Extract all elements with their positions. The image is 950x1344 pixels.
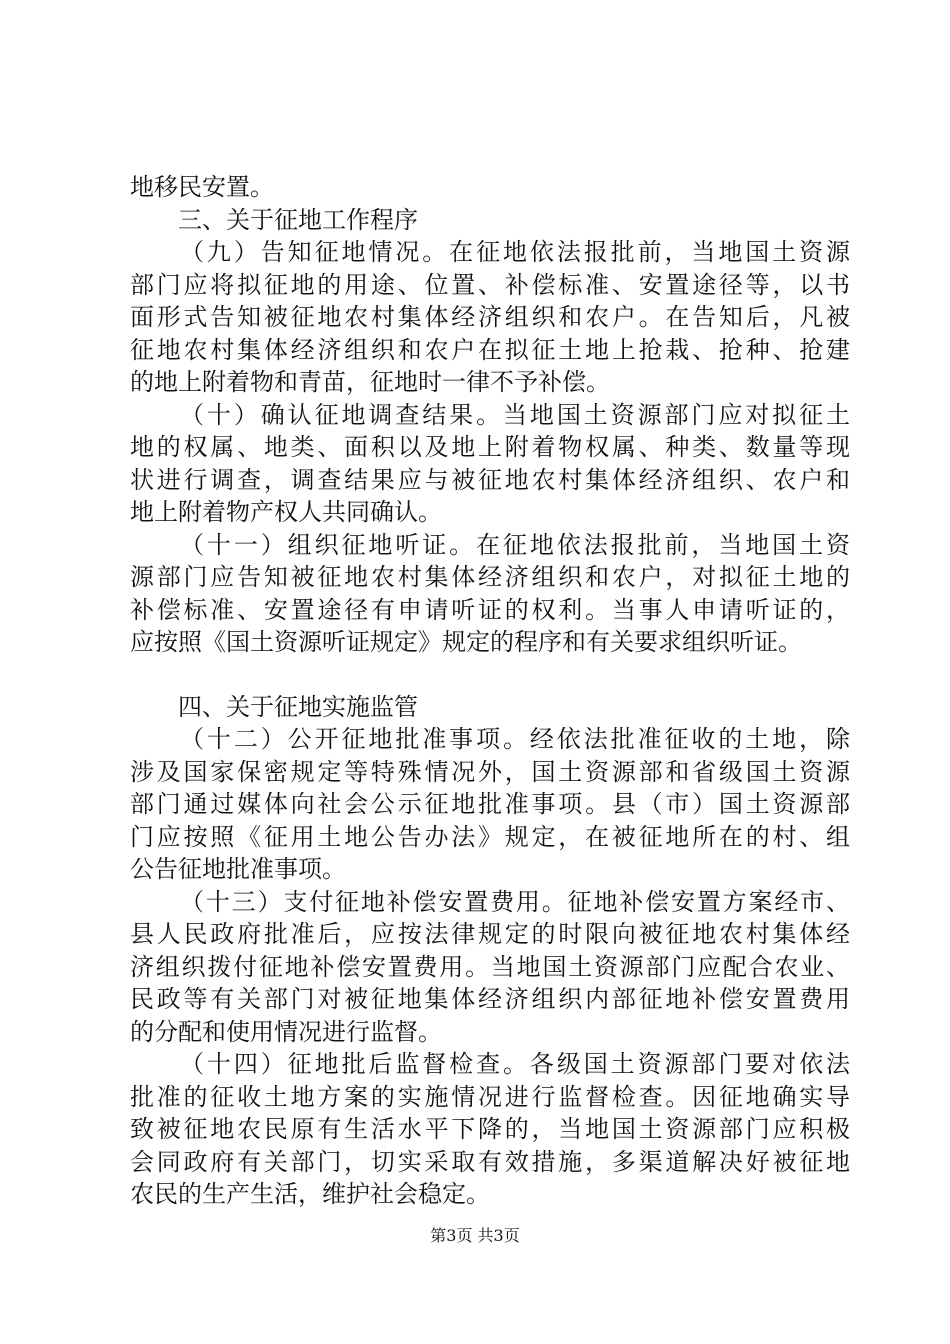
text-line: 济组织拨付征地补偿安置费用。当地国土资源部门应配合农业、 (130, 952, 850, 981)
text-line: （九）告知征地情况。在征地依法报批前，当地国土资源 (180, 238, 850, 266)
text-line: 会同政府有关部门，切实采取有效措施，多渠道解决好被征地 (130, 1147, 850, 1176)
text-line: 征地农村集体经济组织和农户在拟征土地上抢栽、抢种、抢建 (130, 335, 850, 364)
page-footer: 第3页 共3页 (430, 1226, 520, 1245)
text-line: 民政等有关部门对被征地集体经济组织内部征地补偿安置费用 (130, 985, 850, 1013)
text-line: 致被征地农民原有生活水平下降的，当地国土资源部门应积极 (130, 1115, 850, 1143)
text-line: 涉及国家保密规定等特殊情况外，国土资源部和省级国土资源 (130, 757, 850, 786)
text-line: 应按照《国土资源听证规定》规定的程序和有关要求组织听证。 (130, 628, 802, 656)
section-heading: 三、关于征地工作程序 (178, 205, 418, 234)
text-line: 源部门应告知被征地农村集体经济组织和农户，对拟征土地的 (130, 563, 850, 591)
text-line: （十四）征地批后监督检查。各级国土资源部门要对依法 (180, 1050, 850, 1078)
text-line: 的分配和使用情况进行监督。 (130, 1017, 442, 1046)
text-line: 补偿标准、安置途径有申请听证的权利。当事人申请听证的， (130, 595, 850, 624)
text-line: 地移民安置。 (130, 173, 274, 201)
text-line: 农民的生产生活，维护社会稳定。 (130, 1180, 490, 1208)
text-line: （十）确认征地调查结果。当地国土资源部门应对拟征土 (180, 400, 850, 429)
text-line: 部门通过媒体向社会公示征地批准事项。县（市）国土资源部 (130, 790, 850, 818)
section-heading: 四、关于征地实施监管 (178, 692, 418, 721)
text-line: （十二）公开征地批准事项。经依法批准征收的土地，除 (180, 725, 850, 753)
text-line: 县人民政府批准后，应按法律规定的时限向被征地农村集体经 (130, 920, 850, 948)
text-line: 地的权属、地类、面积以及地上附着物权属、种类、数量等现 (130, 433, 850, 461)
text-line: （十一）组织征地听证。在征地依法报批前，当地国土资 (180, 530, 850, 559)
text-line: 地上附着物产权人共同确认。 (130, 498, 442, 526)
text-line: 公告征地批准事项。 (130, 855, 346, 883)
text-line: 部门应将拟征地的用途、位置、补偿标准、安置途径等，以书 (130, 270, 850, 299)
text-line: 批准的征收土地方案的实施情况进行监督检查。因征地确实导 (130, 1082, 850, 1111)
text-line: 面形式告知被征地农村集体经济组织和农户。在告知后，凡被 (130, 303, 850, 331)
text-line: 的地上附着物和青苗，征地时一律不予补偿。 (130, 368, 610, 396)
document-body (130, 171, 850, 1211)
text-line: （十三）支付征地补偿安置费用。征地补偿安置方案经市、 (180, 887, 850, 916)
text-line: 门应按照《征用土地公告办法》规定，在被征地所在的村、组 (130, 822, 850, 851)
paragraph-gap (130, 659, 850, 691)
text-line: 状进行调查，调查结果应与被征地农村集体经济组织、农户和 (130, 465, 850, 494)
